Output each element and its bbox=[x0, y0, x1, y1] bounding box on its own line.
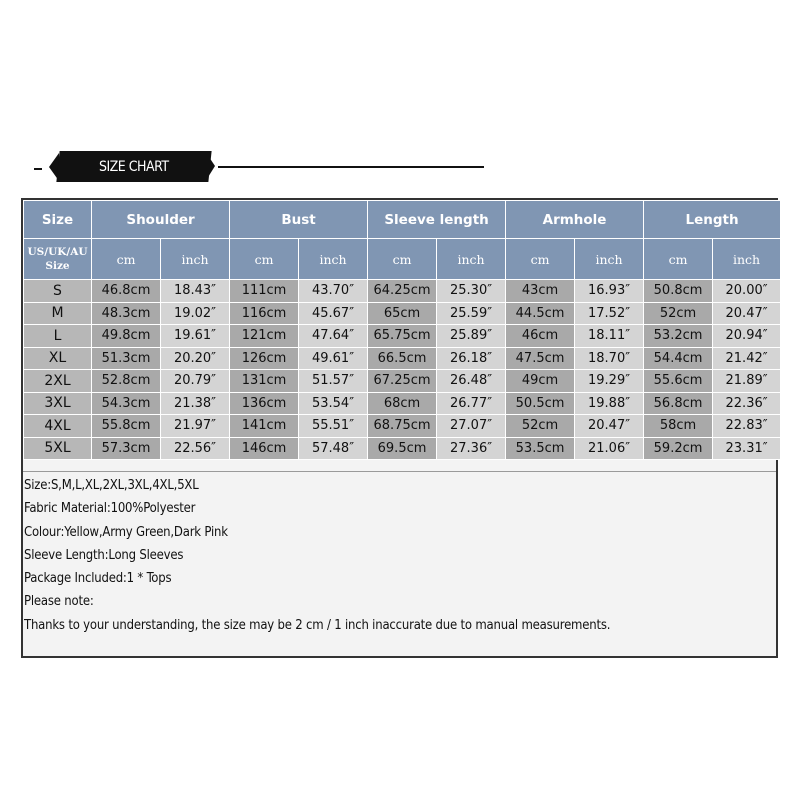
unit-inch: inch bbox=[713, 239, 781, 280]
inch-value-cell: 16.93″ bbox=[575, 280, 644, 303]
inch-value-cell: 49.61″ bbox=[299, 347, 368, 370]
unit-cm: cm bbox=[230, 239, 299, 280]
table-row bbox=[24, 325, 781, 348]
cm-value-cell: 65.75cm bbox=[368, 325, 437, 348]
note-line: Please note: bbox=[24, 594, 94, 610]
unit-inch: inch bbox=[299, 239, 368, 280]
cm-value-cell: 52cm bbox=[506, 415, 575, 438]
inch-value-cell: 55.51″ bbox=[299, 415, 368, 438]
inch-value-cell: 18.11″ bbox=[575, 325, 644, 348]
inch-value-cell: 22.83″ bbox=[713, 415, 781, 438]
group-header-row bbox=[24, 201, 781, 239]
unit-inch: inch bbox=[437, 239, 506, 280]
region-size-header bbox=[24, 239, 92, 280]
cm-value-cell: 136cm bbox=[230, 392, 299, 415]
banner-title: SIZE CHART bbox=[99, 158, 169, 175]
unit-inch: inch bbox=[575, 239, 644, 280]
inch-value-cell: 22.36″ bbox=[713, 392, 781, 415]
banner-rule bbox=[218, 166, 484, 168]
inch-value-cell: 25.59″ bbox=[437, 302, 506, 325]
group-header-shoulder: Shoulder bbox=[92, 201, 230, 239]
cm-value-cell: 57.3cm bbox=[92, 437, 161, 460]
cm-value-cell: 126cm bbox=[230, 347, 299, 370]
size-cell: L bbox=[24, 325, 92, 348]
cm-value-cell: 43cm bbox=[506, 280, 575, 303]
cm-value-cell: 46.8cm bbox=[92, 280, 161, 303]
inch-value-cell: 18.43″ bbox=[161, 280, 230, 303]
cm-value-cell: 68cm bbox=[368, 392, 437, 415]
cm-value-cell: 46cm bbox=[506, 325, 575, 348]
cm-value-cell: 54.3cm bbox=[92, 392, 161, 415]
cm-value-cell: 58cm bbox=[644, 415, 713, 438]
cm-value-cell: 131cm bbox=[230, 370, 299, 393]
size-cell: S bbox=[24, 280, 92, 303]
inch-value-cell: 53.54″ bbox=[299, 392, 368, 415]
inch-value-cell: 21.38″ bbox=[161, 392, 230, 415]
inch-value-cell: 20.79″ bbox=[161, 370, 230, 393]
unit-cm: cm bbox=[506, 239, 575, 280]
inch-value-cell: 51.57″ bbox=[299, 370, 368, 393]
cm-value-cell: 69.5cm bbox=[368, 437, 437, 460]
inch-value-cell: 23.31″ bbox=[713, 437, 781, 460]
inch-value-cell: 20.00″ bbox=[713, 280, 781, 303]
cm-value-cell: 53.5cm bbox=[506, 437, 575, 460]
cm-value-cell: 49cm bbox=[506, 370, 575, 393]
inch-value-cell: 57.48″ bbox=[299, 437, 368, 460]
cm-value-cell: 56.8cm bbox=[644, 392, 713, 415]
unit-header-row bbox=[24, 239, 781, 280]
unit-cm: cm bbox=[368, 239, 437, 280]
cm-value-cell: 51.3cm bbox=[92, 347, 161, 370]
table-row bbox=[24, 415, 781, 438]
cm-value-cell: 59.2cm bbox=[644, 437, 713, 460]
group-header-length: Length bbox=[644, 201, 781, 239]
cm-value-cell: 54.4cm bbox=[644, 347, 713, 370]
inch-value-cell: 27.07″ bbox=[437, 415, 506, 438]
note-line: Thanks to your understanding, the size may be 2 cm / 1 inch inaccurate due to manual measurements. bbox=[24, 617, 611, 633]
group-header-bust: Bust bbox=[230, 201, 368, 239]
cm-value-cell: 50.8cm bbox=[644, 280, 713, 303]
inch-value-cell: 22.56″ bbox=[161, 437, 230, 460]
cm-value-cell: 44.5cm bbox=[506, 302, 575, 325]
inch-value-cell: 20.47″ bbox=[713, 302, 781, 325]
table-row bbox=[24, 370, 781, 393]
size-cell: 2XL bbox=[24, 370, 92, 393]
cm-value-cell: 68.75cm bbox=[368, 415, 437, 438]
table-row bbox=[24, 280, 781, 303]
region-header-line1: US/UK/AU bbox=[27, 246, 88, 258]
cm-value-cell: 146cm bbox=[230, 437, 299, 460]
cm-value-cell: 52cm bbox=[644, 302, 713, 325]
inch-value-cell: 21.89″ bbox=[713, 370, 781, 393]
table-row bbox=[24, 347, 781, 370]
cm-value-cell: 50.5cm bbox=[506, 392, 575, 415]
size-chart-table bbox=[23, 200, 781, 460]
cm-value-cell: 66.5cm bbox=[368, 347, 437, 370]
cm-value-cell: 49.8cm bbox=[92, 325, 161, 348]
inch-value-cell: 43.70″ bbox=[299, 280, 368, 303]
size-cell: 4XL bbox=[24, 415, 92, 438]
cm-value-cell: 111cm bbox=[230, 280, 299, 303]
note-line: Colour:Yellow,Army Green,Dark Pink bbox=[24, 524, 228, 540]
inch-value-cell: 26.18″ bbox=[437, 347, 506, 370]
size-cell: 3XL bbox=[24, 392, 92, 415]
banner-right-arrow bbox=[205, 151, 215, 182]
inch-value-cell: 18.70″ bbox=[575, 347, 644, 370]
inch-value-cell: 19.02″ bbox=[161, 302, 230, 325]
inch-value-cell: 20.20″ bbox=[161, 347, 230, 370]
unit-inch: inch bbox=[161, 239, 230, 280]
cm-value-cell: 67.25cm bbox=[368, 370, 437, 393]
inch-value-cell: 17.52″ bbox=[575, 302, 644, 325]
note-line: Size:S,M,L,XL,2XL,3XL,4XL,5XL bbox=[24, 478, 199, 493]
group-header-armhole: Armhole bbox=[506, 201, 644, 239]
table-row bbox=[24, 392, 781, 415]
cm-value-cell: 65cm bbox=[368, 302, 437, 325]
note-line: Fabric Material:100%Polyester bbox=[24, 501, 196, 517]
cm-value-cell: 64.25cm bbox=[368, 280, 437, 303]
cm-value-cell: 116cm bbox=[230, 302, 299, 325]
inch-value-cell: 20.47″ bbox=[575, 415, 644, 438]
inch-value-cell: 25.30″ bbox=[437, 280, 506, 303]
inch-value-cell: 19.29″ bbox=[575, 370, 644, 393]
table-row bbox=[24, 437, 781, 460]
inch-value-cell: 20.94″ bbox=[713, 325, 781, 348]
notes-divider bbox=[23, 471, 776, 472]
inch-value-cell: 45.67″ bbox=[299, 302, 368, 325]
inch-value-cell: 21.42″ bbox=[713, 347, 781, 370]
size-chart-banner bbox=[0, 0, 800, 200]
cm-value-cell: 121cm bbox=[230, 325, 299, 348]
note-line: Package Included:1 * Tops bbox=[24, 571, 172, 587]
cm-value-cell: 47.5cm bbox=[506, 347, 575, 370]
note-line: Sleeve Length:Long Sleeves bbox=[24, 547, 184, 563]
inch-value-cell: 19.88″ bbox=[575, 392, 644, 415]
unit-cm: cm bbox=[92, 239, 161, 280]
table-row bbox=[24, 302, 781, 325]
size-cell: 5XL bbox=[24, 437, 92, 460]
region-header-line2: Size bbox=[45, 260, 70, 272]
inch-value-cell: 26.48″ bbox=[437, 370, 506, 393]
inch-value-cell: 27.36″ bbox=[437, 437, 506, 460]
cm-value-cell: 53.2cm bbox=[644, 325, 713, 348]
banner-label-box bbox=[56, 151, 211, 182]
cm-value-cell: 52.8cm bbox=[92, 370, 161, 393]
inch-value-cell: 21.97″ bbox=[161, 415, 230, 438]
cm-value-cell: 141cm bbox=[230, 415, 299, 438]
product-notes bbox=[24, 474, 776, 637]
inch-value-cell: 19.61″ bbox=[161, 325, 230, 348]
size-header: Size bbox=[24, 201, 92, 239]
unit-cm: cm bbox=[644, 239, 713, 280]
cm-value-cell: 48.3cm bbox=[92, 302, 161, 325]
inch-value-cell: 21.06″ bbox=[575, 437, 644, 460]
size-cell: XL bbox=[24, 347, 92, 370]
cm-value-cell: 55.8cm bbox=[92, 415, 161, 438]
banner-dash bbox=[34, 168, 42, 170]
inch-value-cell: 26.77″ bbox=[437, 392, 506, 415]
group-header-sleeve-length: Sleeve length bbox=[368, 201, 506, 239]
inch-value-cell: 47.64″ bbox=[299, 325, 368, 348]
cm-value-cell: 55.6cm bbox=[644, 370, 713, 393]
inch-value-cell: 25.89″ bbox=[437, 325, 506, 348]
size-cell: M bbox=[24, 302, 92, 325]
